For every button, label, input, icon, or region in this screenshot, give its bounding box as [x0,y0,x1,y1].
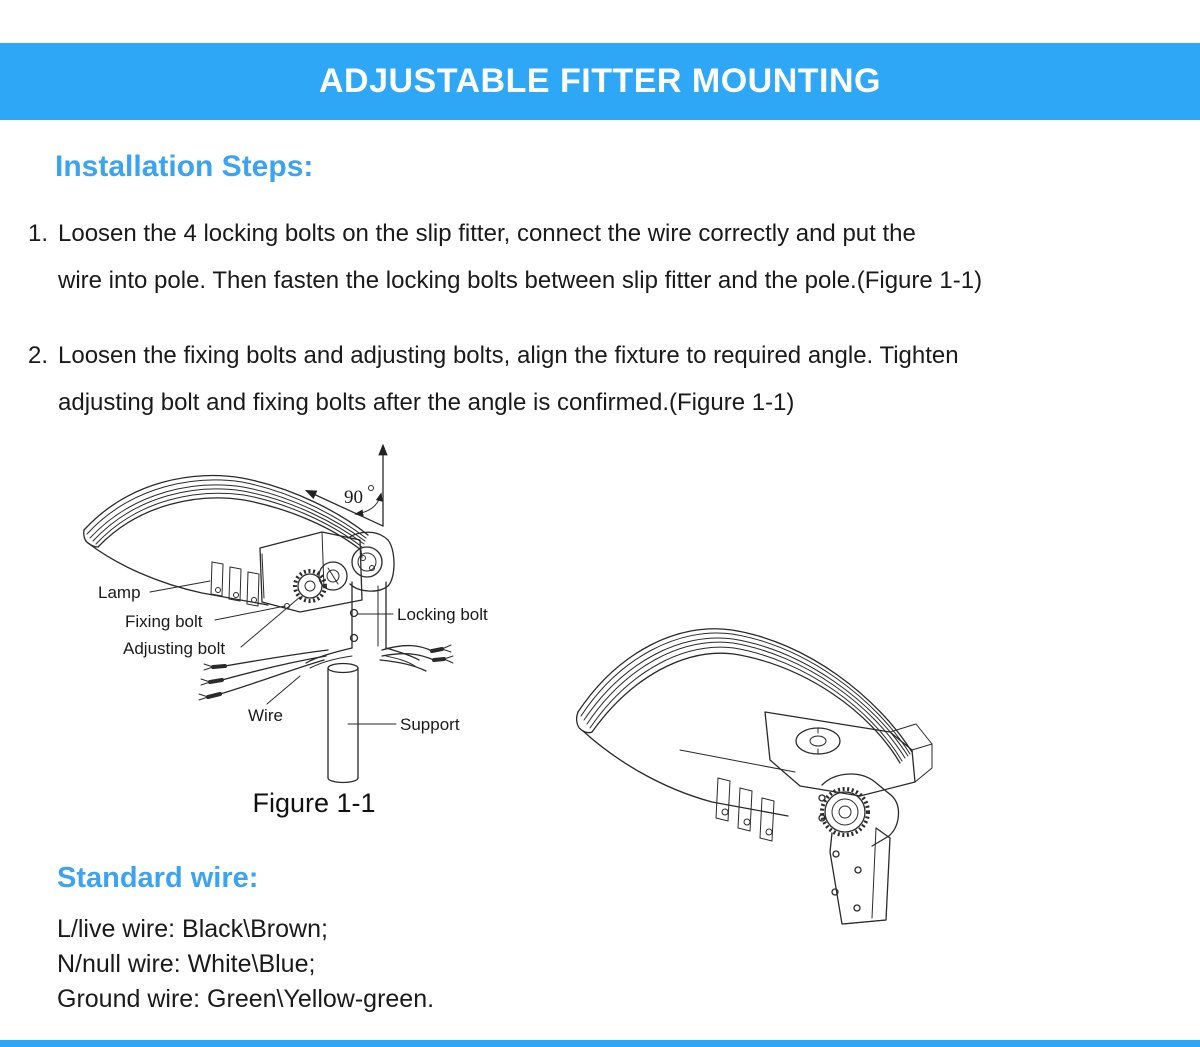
degree-symbol [369,486,374,491]
figure-1-1-drawing [60,430,620,850]
installation-steps-heading: Installation Steps: [55,150,314,183]
step-1-text [58,210,982,304]
step-2-number: 2. [28,342,49,369]
header-banner [0,43,1200,120]
support-pole [328,664,358,783]
step-2 [28,332,1178,426]
slip-fitter-arm [306,582,419,668]
front-slots-2 [716,778,774,841]
footer-accent-bar [0,1040,1200,1047]
step-1-line-1: Loosen the 4 locking bolts on the slip fitter, connect the wire correctly and put the [58,220,916,247]
fixture-secondary-drawing [560,600,1200,960]
step-2-text [58,332,959,426]
standard-wire-heading: Standard wire: [57,862,259,894]
wires [199,645,453,700]
pivot-joint [348,532,394,591]
fixing-bolt-label: Fixing bolt [125,612,203,631]
step-1-line-2: wire into pole. Then fasten the locking bolts between slip fitter and the pole.(Figure 1-1) [58,267,983,294]
installation-steps-list [28,210,1178,454]
slip-fitter-arm-2 [830,828,890,924]
standard-wire-list [57,912,434,1017]
angle-reference-arrows [307,446,383,526]
wire-label: Wire [248,706,283,725]
step-1-number: 1. [28,220,49,247]
support-label: Support [400,715,460,734]
lamp-head-2 [577,629,912,816]
step-2-line-1: Loosen the fixing bolts and adjusting bolts, align the fixture to required angle. Tighten [58,342,959,369]
live-wire-line: L/live wire: Black\Brown; [57,915,328,943]
adjusting-dial [295,562,347,601]
ground-wire-line: Ground wire: Green\Yellow-green. [57,985,435,1013]
lamp-label: Lamp [98,583,141,602]
adjusting-bolt-label: Adjusting bolt [123,639,226,658]
figure-caption: Figure 1-1 [252,788,376,818]
null-wire-line: N/null wire: White\Blue; [57,950,316,978]
step-2-line-2: adjusting bolt and fixing bolts after the angle is confirmed.(Figure 1-1) [58,389,795,416]
step-1 [28,210,1178,304]
page-title: ADJUSTABLE FITTER MOUNTING [318,62,881,100]
angle-90-label: 90 [344,487,363,508]
locking-bolt-label: Locking bolt [397,605,488,624]
